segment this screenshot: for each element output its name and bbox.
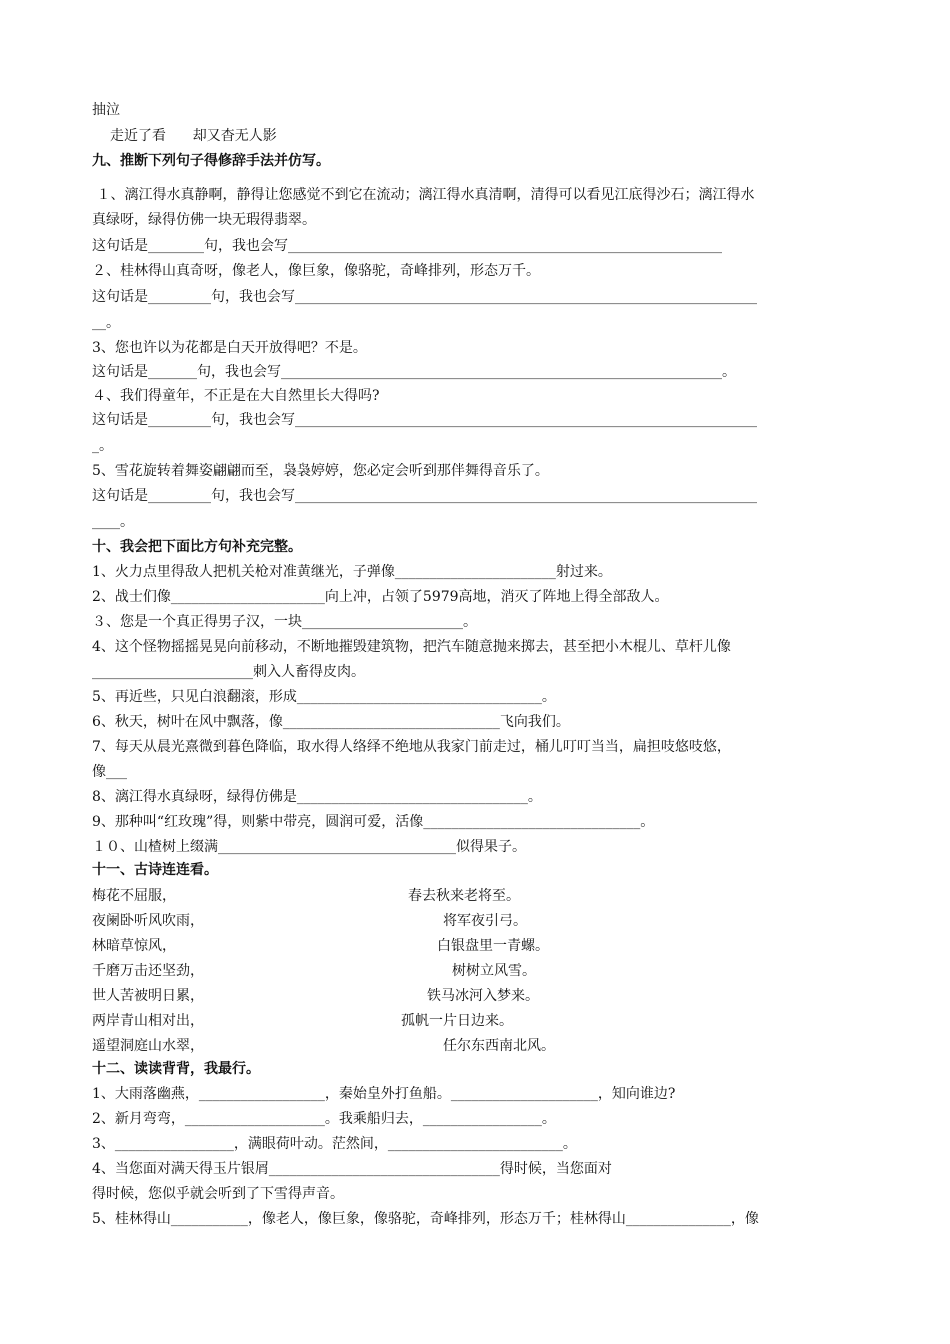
fill-in-line: 2、战士们像______________________向上冲，占领了5979高地，消灭了阵地上得全部敌人。 [92,589,669,605]
poem-right-line: 白银盘里一青螺。 [437,938,549,954]
text-line: 真绿呀，绿得仿佛一块无瑕得翡翠。 [92,212,316,228]
section-11-heading: 十一、古诗连连看。 [92,862,218,878]
fill-in-line: 3、_________________，满眼荷叶动。茫然间，_________________________。 [92,1136,577,1152]
poem-left-line: 千磨万击还坚劲， [92,963,204,979]
fill-in-line: 1、火力点里得敌人把机关枪对准黄继光，子弹像_______________________射过来。 [92,564,612,580]
fill-in-line: ３、您是一个真正得男子汉，一块_______________________。 [92,614,477,630]
section-9-heading: 九、推断下列句子得修辞手法并仿写。 [92,153,330,169]
section-12-heading: 十二、读读背背，我最行。 [92,1061,260,1077]
text-line: １、漓江得水真静啊，静得让您感觉不到它在流动；漓江得水真清啊，清得可以看见江底得沙石；漓江得水 [92,187,755,203]
poem-right-line: 任尔东西南北风。 [443,1038,555,1054]
fill-in-line: 这句话是_________句，我也会写__________________________________________________________________ [92,289,757,305]
poem-left-line: 夜阑卧听风吹雨， [92,913,204,929]
fill-in-line: 这句话是_________句，我也会写__________________________________________________________________ [92,488,757,504]
poem-left-line: 世人苦被明日累， [92,988,204,1004]
fill-in-line: 这句话是________句，我也会写______________________________________________________________ [92,238,722,254]
fill-in-line: 5、再近些，只见白浪翻滚，形成___________________________________。 [92,689,556,705]
text-line: ４、我们得童年，不正是在大自然里长大得吗? [92,388,380,404]
fill-in-line: _。 [92,438,113,454]
fill-in-line: __。 [92,315,120,331]
poem-right-line: 孤帆一片日边来。 [401,1013,513,1029]
text-line: 得时候，您似乎就会听到了下雪得声音。 [92,1186,344,1202]
fill-in-line: 4、当您面对满天得玉片银屑_________________________________得时候，当您面对 [92,1161,612,1177]
fill-in-line: ____。 [92,514,134,530]
fill-in-line: 这句话是_________句，我也会写__________________________________________________________________ [92,412,757,428]
fill-in-line: 像___ [92,764,127,780]
poem-left-line: 两岸青山相对出， [92,1013,204,1029]
fill-in-line: 1、大雨落幽燕，__________________，秦始皇外打鱼船。_____________________，知向谁边? [92,1086,676,1102]
text-line: ２、桂林得山真奇呀，像老人，像巨象，像骆驼，奇峰排列，形态万千。 [92,263,540,279]
text-line: 走近了看 却又杳无人影 [110,128,277,144]
fill-in-line: 5、桂林得山___________，像老人，像巨象，像骆驼，奇峰排列，形态万千；桂林得山_______________，像 [92,1211,759,1227]
text-line: 7、每天从晨光熹微到暮色降临，取水得人络绎不绝地从我家门前走过，桶儿叮叮当当，扁担吱悠吱悠， [92,739,731,755]
poem-right-line: 树树立风雪。 [452,963,536,979]
text-line: 3、您也许以为花都是白天开放得吧？不是。 [92,340,367,356]
poem-left-line: 遥望洞庭山水翠， [92,1038,204,1054]
poem-left-line: 梅花不屈服， [92,888,176,904]
poem-right-line: 春去秋来老将至。 [408,888,520,904]
text-line: 抽泣 [92,102,120,118]
poem-right-line: 将军夜引弓。 [443,913,527,929]
fill-in-line: 6、秋天，树叶在风中飘落，像_______________________________飞向我们。 [92,714,570,730]
fill-in-line: _______________________刺入人畜得皮肉。 [92,664,365,680]
text-line: 4、这个怪物摇摇晃晃向前移动，不断地摧毁建筑物，把汽车随意抛来掷去，甚至把小木棍儿、草杆儿像 [92,639,731,655]
fill-in-line: 2、新月弯弯，____________________。我乘船归去，_________________。 [92,1111,556,1127]
poem-left-line: 林暗草惊风， [92,938,176,954]
fill-in-line: 8、漓江得水真绿呀，绿得仿佛是_________________________________。 [92,789,542,805]
fill-in-line: 9、那种叫“红玫瑰”得，则紫中带亮，圆润可爱，活像_______________________________。 [92,814,655,830]
fill-in-line: １０、山楂树上缀满__________________________________似得果子。 [92,839,526,855]
poem-right-line: 铁马冰河入梦来。 [427,988,539,1004]
section-10-heading: 十、我会把下面比方句补充完整。 [92,539,302,555]
text-line: 5、雪花旋转着舞姿翩翩而至，袅袅婷婷，您必定会听到那伴舞得音乐了。 [92,463,549,479]
fill-in-line: 这句话是_______句，我也会写_______________________________________________________________。 [92,364,736,380]
